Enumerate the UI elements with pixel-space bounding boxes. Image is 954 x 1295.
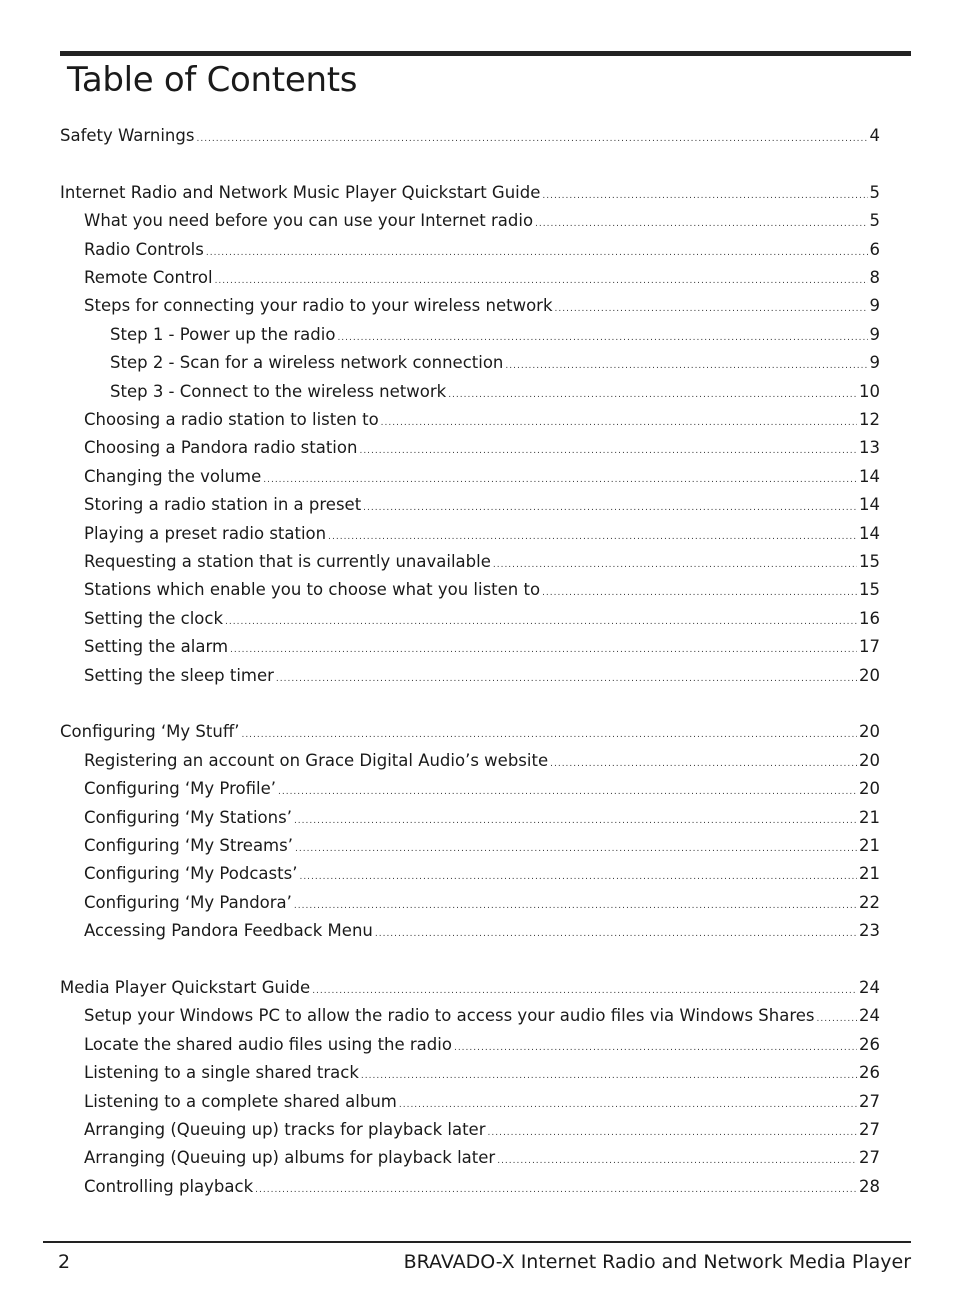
toc-entry[interactable] [60, 718, 880, 746]
toc-entry-label: Stations which enable you to choose what you listen to [84, 580, 541, 600]
footer-page-number: 2 [58, 1251, 71, 1273]
toc-entry-page: 9 [869, 353, 880, 373]
toc-leader-dots [241, 721, 857, 749]
toc-entry[interactable] [84, 434, 880, 462]
toc-entry-page: 14 [859, 523, 880, 543]
toc-entry[interactable] [84, 633, 880, 661]
toc-entry-label: Configuring ‘My Stations’ [84, 807, 292, 827]
toc-entry-page: 14 [859, 495, 880, 515]
toc-leader-dots [225, 608, 857, 636]
toc-entry-label: Choosing a Pandora radio station [84, 438, 358, 458]
toc-entry-page: 20 [859, 722, 880, 742]
toc-entry-page: 9 [869, 296, 880, 316]
toc-entry-page: 12 [859, 410, 880, 429]
toc-entry-page: 15 [859, 552, 880, 571]
toc-leader-dots [454, 1034, 857, 1062]
toc-leader-dots [278, 778, 857, 806]
toc-leader-dots [363, 494, 857, 522]
toc-entry[interactable] [60, 179, 880, 207]
toc-leader-dots [206, 239, 868, 267]
toc-entry-label: Internet Radio and Network Music Player Quickstart Guide [60, 182, 541, 202]
toc-entry[interactable] [84, 889, 880, 917]
toc-leader-dots [817, 1005, 857, 1033]
toc-entry-page: 8 [869, 268, 880, 287]
toc-entry-page: 13 [859, 438, 880, 458]
toc-entry-page: 27 [859, 1120, 880, 1139]
toc-entry-page: 17 [859, 637, 880, 657]
toc-entry[interactable] [84, 1002, 880, 1030]
toc-leader-dots [550, 750, 857, 778]
toc-entry-label: Configuring ‘My Profile’ [84, 779, 276, 799]
toc-leader-dots [375, 920, 857, 948]
toc-leader-dots [448, 381, 857, 409]
toc-entry-label: Configuring ‘My Stuff’ [60, 722, 240, 742]
toc-entry[interactable] [84, 747, 880, 775]
toc-leader-dots [263, 466, 857, 494]
toc-entry[interactable] [84, 463, 880, 491]
toc-entry-page: 20 [859, 750, 880, 770]
toc-leader-dots [294, 807, 857, 835]
toc-entry-page: 14 [859, 466, 880, 486]
toc-leader-dots [505, 352, 867, 380]
toc-entry-page: 10 [859, 381, 880, 401]
toc-entry-page: 6 [869, 239, 880, 259]
toc-leader-dots [542, 182, 867, 210]
toc-entry[interactable] [60, 974, 880, 1002]
toc-entry-label: Arranging (Queuing up) tracks for playback later [84, 1120, 486, 1139]
toc-entry[interactable] [84, 1059, 880, 1087]
toc-entry-label: Configuring ‘My Pandora’ [84, 892, 292, 912]
toc-leader-dots [337, 324, 867, 352]
toc-entry-page: 5 [869, 211, 880, 231]
toc-entry-label: Playing a preset radio station [84, 523, 327, 543]
toc-entry-page: 23 [859, 921, 880, 941]
toc-entry[interactable] [84, 548, 880, 576]
toc-entry[interactable] [110, 349, 880, 377]
top-rule [60, 51, 911, 56]
toc-entry[interactable] [84, 605, 880, 633]
toc-leader-dots [299, 863, 857, 891]
toc-entry-label: Step 3 - Connect to the wireless network [110, 381, 447, 401]
toc-leader-dots [255, 1176, 857, 1204]
toc-entry-page: 15 [859, 580, 880, 600]
toc-entry[interactable] [84, 1116, 880, 1144]
toc-entry-page: 22 [859, 892, 880, 912]
toc-leader-dots [196, 125, 867, 153]
toc-entry-label: Listening to a complete shared album [84, 1091, 397, 1111]
toc-leader-dots [230, 636, 857, 664]
toc-entry-page: 20 [859, 665, 880, 685]
toc-entry-page: 16 [859, 608, 880, 628]
toc-entry-label: Changing the volume [84, 466, 262, 486]
toc-entry[interactable] [84, 264, 880, 292]
page-title: Table of Contents [67, 60, 358, 100]
toc-leader-dots [295, 835, 857, 863]
toc-entry[interactable] [84, 860, 880, 888]
toc-entry[interactable] [60, 122, 880, 150]
toc-entry-label: Steps for connecting your radio to your wireless network [84, 296, 553, 316]
toc-entry[interactable] [84, 576, 880, 604]
toc-leader-dots [488, 1119, 858, 1147]
toc-entry-label: Setting the clock [84, 608, 224, 628]
toc-entry[interactable] [84, 236, 880, 264]
toc-entry[interactable] [84, 1144, 880, 1172]
toc-entry[interactable] [84, 1173, 880, 1201]
toc-leader-dots [215, 267, 868, 295]
toc-entry[interactable] [84, 491, 880, 519]
toc-entry[interactable] [84, 406, 880, 434]
toc-entry-label: Media Player Quickstart Guide [60, 978, 311, 997]
toc-entry-page: 27 [859, 1148, 880, 1168]
toc-entry-page: 4 [869, 126, 880, 145]
toc-entry-label: Controlling playback [84, 1176, 254, 1196]
toc-leader-dots [361, 1062, 857, 1090]
toc-entry-page: 21 [859, 864, 880, 884]
toc-leader-dots [555, 295, 868, 323]
toc-leader-dots [493, 551, 857, 579]
toc-entry-page: 24 [859, 978, 880, 997]
toc-leader-dots [535, 210, 867, 238]
toc-entry-label: Safety Warnings [60, 126, 195, 145]
toc-entry-label: What you need before you can use your Internet radio [84, 211, 534, 231]
toc-leader-dots [294, 892, 857, 920]
toc-entry[interactable] [84, 292, 880, 320]
toc-entry-label: Requesting a station that is currently unavailable [84, 552, 491, 571]
toc-entry-label: Radio Controls [84, 239, 204, 259]
toc-entry-label: Step 1 - Power up the radio [110, 324, 336, 344]
toc-leader-dots [312, 977, 857, 1005]
toc-entry-page: 21 [859, 836, 880, 855]
toc-entry-page: 28 [859, 1176, 880, 1196]
toc-entry[interactable] [84, 775, 880, 803]
toc-entry[interactable] [110, 378, 880, 406]
toc-entry-label: Registering an account on Grace Digital Audio’s website [84, 750, 549, 770]
toc-entry[interactable] [84, 832, 880, 860]
toc-entry-label: Setting the alarm [84, 637, 229, 657]
toc-entry-page: 20 [859, 779, 880, 799]
toc-entry-label: Arranging (Queuing up) albums for playback later [84, 1148, 496, 1168]
toc-entry[interactable] [110, 321, 880, 349]
toc-entry-label: Storing a radio station in a preset [84, 495, 362, 515]
footer-document-title: BRAVADO-X Internet Radio and Network Media Player [403, 1251, 911, 1273]
toc-entry-page: 27 [859, 1091, 880, 1111]
toc-entry[interactable] [84, 1088, 880, 1116]
toc-entry-label: Setting the sleep timer [84, 665, 274, 685]
toc-entry[interactable] [84, 804, 880, 832]
toc-entry-label: Accessing Pandora Feedback Menu [84, 921, 373, 941]
toc-entry-label: Step 2 - Scan for a wireless network connection [110, 353, 504, 373]
toc-leader-dots [542, 579, 857, 607]
toc-leader-dots [328, 523, 857, 551]
toc-entry-page: 9 [869, 324, 880, 344]
toc-entry-page: 21 [859, 807, 880, 827]
toc-leader-dots [359, 437, 857, 465]
toc-entry-page: 26 [859, 1034, 880, 1054]
toc-leader-dots [381, 409, 857, 437]
toc-leader-dots [276, 665, 857, 693]
toc-entry-label: Locate the shared audio files using the radio [84, 1034, 452, 1054]
toc-entry-label: Setup your Windows PC to allow the radio to access your audio files via Windows Shares [84, 1006, 815, 1026]
toc-entry[interactable] [84, 917, 880, 945]
bottom-rule [43, 1241, 911, 1243]
toc-entry[interactable] [84, 662, 880, 690]
toc-entry-page: 24 [859, 1006, 880, 1026]
toc-entry[interactable] [84, 1031, 880, 1059]
toc-entry-label: Remote Control [84, 268, 213, 287]
toc-entry-page: 5 [869, 182, 880, 202]
toc-leader-dots [399, 1091, 857, 1119]
toc-entry-label: Listening to a single shared track [84, 1063, 359, 1083]
toc-entry-label: Choosing a radio station to listen to [84, 410, 379, 429]
toc-entry-label: Configuring ‘My Streams’ [84, 836, 293, 855]
toc-entry[interactable] [84, 520, 880, 548]
toc-leader-dots [497, 1147, 857, 1175]
toc-entry-label: Configuring ‘My Podcasts’ [84, 864, 298, 884]
toc-entry-page: 26 [859, 1063, 880, 1083]
toc-entry[interactable] [84, 207, 880, 235]
